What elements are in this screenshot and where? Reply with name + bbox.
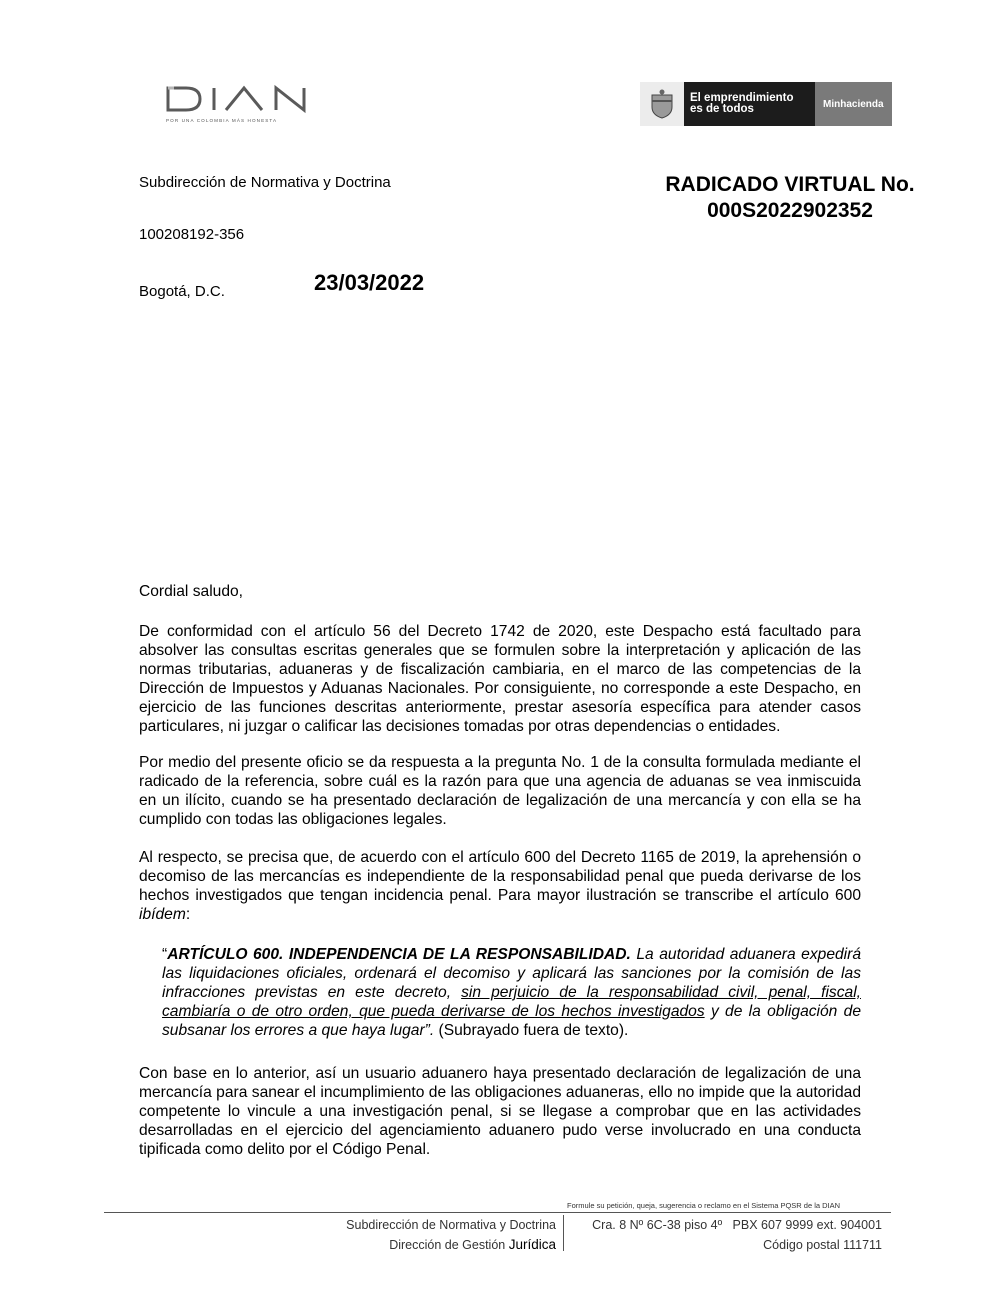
footer-direction-label: Dirección de Gestión <box>389 1238 509 1252</box>
footer-vertical-divider <box>563 1215 564 1251</box>
gov-slogan-line1: El emprendimiento <box>690 92 794 104</box>
paragraph-4-text: Con base en lo anterior, así un usuario aduanero haya presentado declaración de legalización de una mercancía para sanear el incumplimiento de las obligaciones aduaneras, ello no impide que la autoridad competente lo vincule a una investigación penal, si se llegase a comprobar que en las actividades desarrolladas en el ejercicio del agenciamiento aduanero pudo verse involucrado en una conducta tipificada como delito por el Código Penal. <box>139 1065 861 1158</box>
quote-title: ARTÍCULO 600. INDEPENDENCIA DE LA RESPONSABILIDAD. <box>167 946 631 963</box>
coat-of-arms-icon <box>640 82 684 126</box>
city: Bogotá, D.C. <box>139 283 225 300</box>
quote-note: (Subrayado fuera de texto). <box>434 1022 629 1039</box>
dian-wordmark <box>164 80 324 116</box>
quote-open-mark: “ <box>162 946 168 963</box>
paragraph-2 <box>139 753 861 829</box>
greeting: Cordial saludo, <box>139 583 244 600</box>
footer-divider <box>104 1212 891 1213</box>
paragraph-3 <box>139 848 861 924</box>
footer-postal: Código postal 111711 <box>763 1238 882 1252</box>
document-date: 23/03/2022 <box>314 270 425 295</box>
gov-slogan-line2: es de todos <box>690 103 754 115</box>
reference-number: 100208192-356 <box>139 226 245 243</box>
footer-note: Formule su petición, queja, sugerencia o reclamo en el Sistema PQSR de la DIAN <box>567 1201 841 1210</box>
footer-address: Cra. 8 Nº 6C-38 piso 4º PBX 607 9999 ext. 904001 <box>592 1218 882 1232</box>
quote-text-2: y de la obligación de subsanar los errores a que haya lugar”. <box>162 1003 861 1039</box>
quote-text-1: La autoridad aduanera expedirá las liquidaciones oficiales, ordenará el decomiso y aplicará las sanciones por la comisión de las infracciones previstas en este decreto, <box>162 946 861 1001</box>
office-name: Subdirección de Normativa y Doctrina <box>139 174 391 191</box>
footer-contact-block <box>580 1215 882 1255</box>
government-logo <box>640 82 892 126</box>
article-quote <box>162 945 861 1040</box>
footer-office-block <box>300 1215 556 1255</box>
quote-underlined: sin perjuicio de la responsabilidad civil, penal, fiscal, cambiaría o de otro orden, que pueda derivarse de los hechos investigados <box>162 984 861 1020</box>
gov-slogan <box>684 82 815 126</box>
radicado-number: 000S2022902352 <box>707 199 873 222</box>
footer-direction <box>300 1235 556 1255</box>
footer-direction-bold: Jurídica <box>508 1237 556 1252</box>
paragraph-3-ibidem: ibídem <box>139 906 186 923</box>
ministry-label: Minhacienda <box>815 82 892 126</box>
paragraph-3-end: : <box>185 906 191 923</box>
paragraph-1 <box>139 622 861 736</box>
paragraph-2-text: Por medio del presente oficio se da respuesta a la pregunta No. 1 de la consulta formulada mediante el radicado de la referencia, sobre cuál es la razón para que una agencia de aduanas se vea inmiscuida en un ilícito, cuando se ha presentado declaración de legalización de una mercancía y con ella se ha cumplido con todas las obligaciones legales. <box>139 754 861 828</box>
paragraph-3-text: Al respecto, se precisa que, de acuerdo con el artículo 600 del Decreto 1165 de 2019, la aprehensión o decomiso de las mercancías es independiente de la responsabilidad penal que pueda derivarse de los hechos investigados que tengan incidencia penal. Para mayor ilustración se transcribe el artículo 600 <box>139 849 861 904</box>
paragraph-4 <box>139 1064 861 1159</box>
footer-office: Subdirección de Normativa y Doctrina <box>346 1218 556 1232</box>
radicado-label: RADICADO VIRTUAL No. <box>665 173 915 196</box>
dian-tagline: POR UNA COLOMBIA MÁS HONESTA <box>166 118 278 123</box>
dian-logo <box>164 80 324 128</box>
paragraph-1-text: De conformidad con el artículo 56 del Decreto 1742 de 2020, este Despacho está facultado para absolver las consultas escritas generales que se formulen sobre la interpretación y aplicación de las normas tributarias, aduaneras y de fiscalización cambiaria, en el marco de las competencias de la Dirección de Impuestos y Aduanas Nacionales. Por consiguiente, no corresponde a este Despacho, en ejercicio de las funciones descritas anteriormente, prestar asesoría específica para atender casos particulares, ni juzgar o calificar las decisiones tomadas por otras dependencias o entidades. <box>139 623 861 735</box>
radicado-block <box>640 172 940 224</box>
